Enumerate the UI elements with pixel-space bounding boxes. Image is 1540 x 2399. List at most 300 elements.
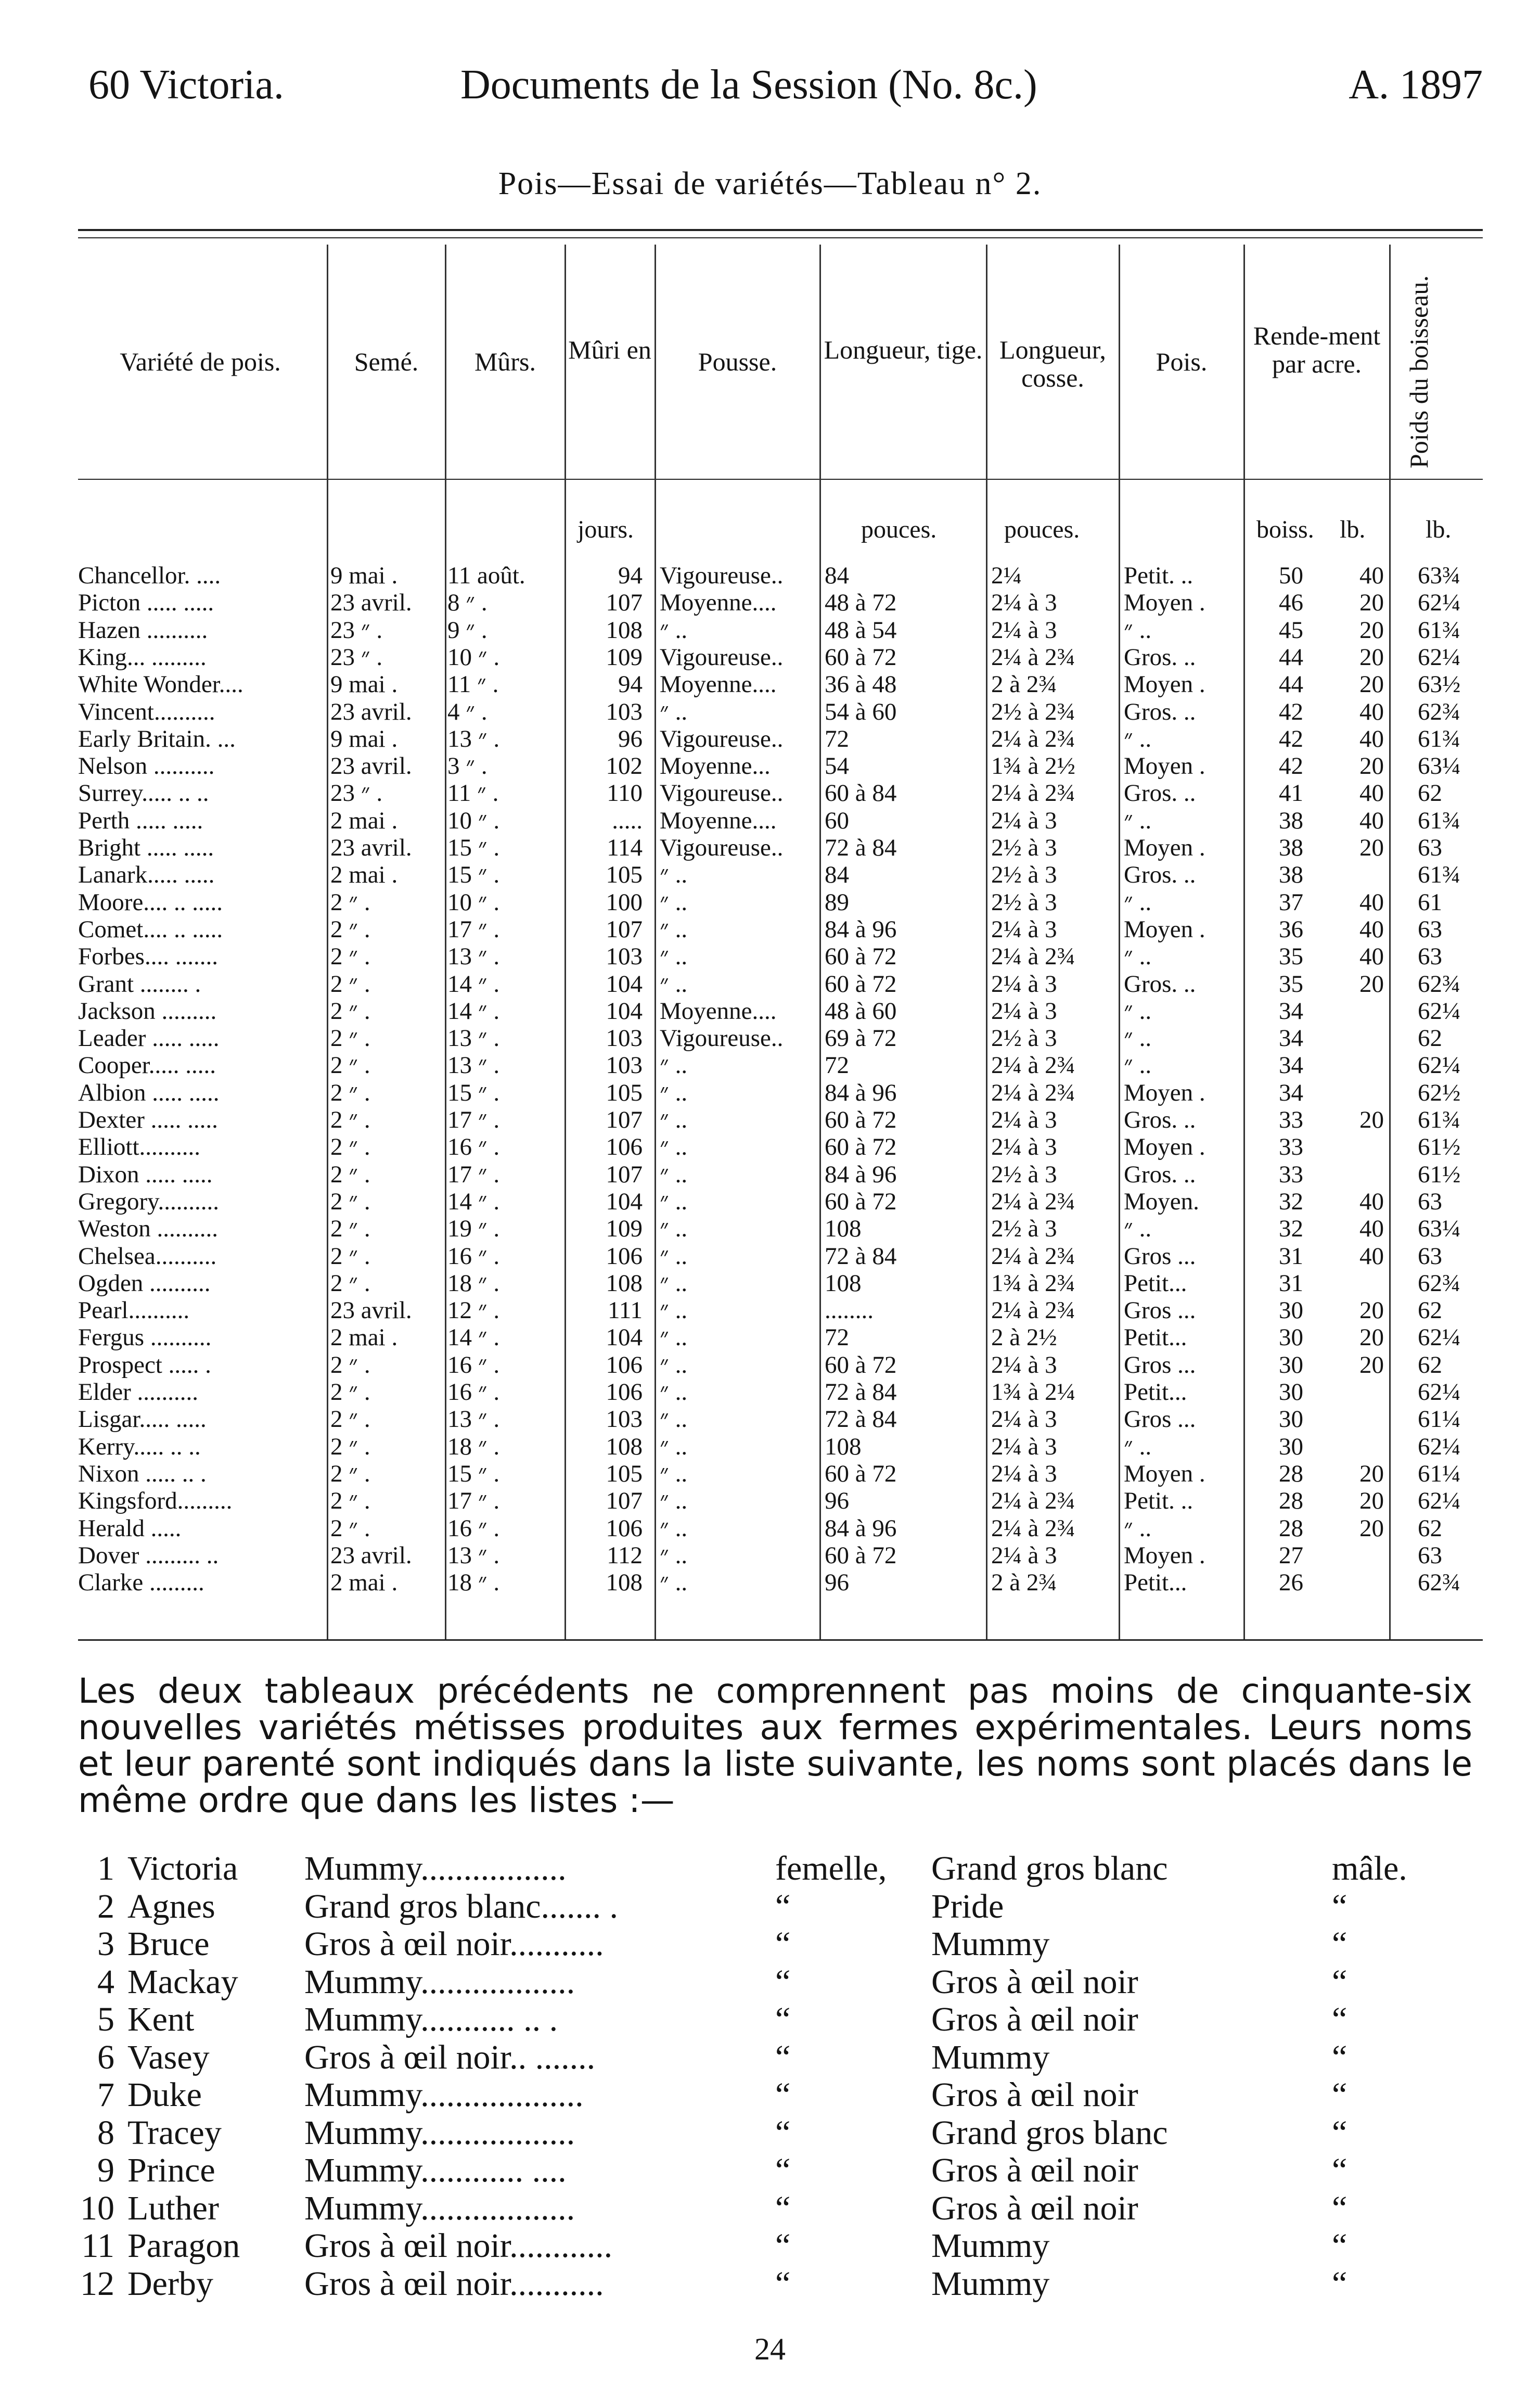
cell-pousse: ״ .. xyxy=(660,1052,688,1079)
cell-variete: Ogden .......... xyxy=(78,1269,211,1297)
list-item xyxy=(0,2152,1540,2189)
cell-cosse: 2¼ à 3 xyxy=(991,915,1057,943)
cell-pousse: ״ .. xyxy=(660,1079,688,1106)
cell-pois: Petit... xyxy=(1124,1379,1187,1406)
cell-murs: 17 ״ . xyxy=(447,1487,500,1515)
cell-muri-en: 106 xyxy=(606,1133,643,1161)
cell-poids: 63½ xyxy=(1418,671,1461,698)
body-paragraph: Les deux tableaux précédents ne comprennent pas moins de cinquante-six nouvelles variétés métisses produites aux fermes expérimentales. Leurs noms et leur parenté sont indiqués dans la liste suivante, les noms sont placés dans le même ordre que dans les listes :— xyxy=(78,1671,1472,1820)
table-row xyxy=(0,1406,1540,1433)
cell-muri-en: 100 xyxy=(606,888,643,916)
father-variety: Grand gros blanc xyxy=(931,1849,1168,1887)
cell-muri-en: 108 xyxy=(606,1269,643,1297)
female-marker: “ xyxy=(775,2038,791,2076)
cell-seme: 23 avril. xyxy=(330,834,412,861)
cell-pois: Petit. .. xyxy=(1124,562,1194,589)
cell-boiss: 26 xyxy=(1279,1569,1303,1597)
cell-variete: Kingsford......... xyxy=(78,1487,233,1515)
cell-seme: 2 ״ . xyxy=(330,997,370,1025)
cell-seme: 2 ״ . xyxy=(330,1188,370,1215)
cell-boiss: 38 xyxy=(1279,861,1303,889)
cell-pois: Gros. .. xyxy=(1124,1160,1196,1188)
cell-seme: 2 ״ . xyxy=(330,1052,370,1079)
cell-tige: 69 à 72 xyxy=(825,1025,897,1052)
female-marker: “ xyxy=(775,1925,791,1963)
cell-variete: Chelsea.......... xyxy=(78,1242,217,1270)
cell-tige: 48 à 72 xyxy=(825,589,897,617)
cell-boiss: 31 xyxy=(1279,1242,1303,1270)
table-row xyxy=(0,1133,1540,1160)
cell-variete: Herald ..... xyxy=(78,1514,182,1542)
cell-muri-en: 104 xyxy=(606,970,643,998)
cell-cosse: 2¼ à 2¾ xyxy=(991,1514,1075,1542)
cell-pois: ״ .. xyxy=(1124,1052,1152,1079)
cell-pousse: ״ .. xyxy=(660,1106,688,1133)
list-number: 10 xyxy=(80,2189,114,2227)
cell-poids: 63¾ xyxy=(1418,562,1461,589)
cell-variete: Lisgar..... ..... xyxy=(78,1406,207,1433)
cell-muri-en: 103 xyxy=(606,1406,643,1433)
header-bottom-rule xyxy=(78,479,1483,480)
cell-murs: 18 ״ . xyxy=(447,1269,500,1297)
list-number: 9 xyxy=(97,2151,114,2189)
cell-lb: 20 xyxy=(1359,589,1384,617)
cell-tige: 60 à 72 xyxy=(825,1188,897,1215)
variety-name: Bruce xyxy=(127,1925,210,1963)
cell-boiss: 28 xyxy=(1279,1460,1303,1487)
cell-seme: 23 avril. xyxy=(330,589,412,617)
cell-muri-en: 107 xyxy=(606,1160,643,1188)
table-row xyxy=(0,1243,1540,1270)
cell-boiss: 30 xyxy=(1279,1406,1303,1433)
cell-pois: ״ .. xyxy=(1124,725,1152,752)
cell-lb: 20 xyxy=(1359,1460,1384,1487)
cell-poids: 62¾ xyxy=(1418,1269,1461,1297)
cell-boiss: 44 xyxy=(1279,671,1303,698)
variety-name: Agnes xyxy=(127,1887,215,1925)
cell-pousse: Moyenne.... xyxy=(660,807,777,834)
cell-poids: 63 xyxy=(1418,915,1442,943)
cell-lb: 40 xyxy=(1359,807,1384,834)
cell-pousse: ״ .. xyxy=(660,1242,688,1270)
cell-cosse: 2¼ à 3 xyxy=(991,1133,1057,1161)
cell-variete: Nixon ..... .. . xyxy=(78,1460,207,1487)
cell-poids: 61¾ xyxy=(1418,807,1461,834)
cell-cosse: 2¼ à 3 xyxy=(991,1106,1057,1133)
variety-name: Prince xyxy=(127,2151,215,2189)
cell-muri-en: 106 xyxy=(606,1351,643,1379)
cell-muri-en: 114 xyxy=(607,834,643,861)
cell-tige: 36 à 48 xyxy=(825,671,897,698)
table-row xyxy=(0,1324,1540,1351)
cell-lb: 20 xyxy=(1359,616,1384,644)
cell-tige: 72 à 84 xyxy=(825,1379,897,1406)
cell-variete: Prospect ..... . xyxy=(78,1351,211,1379)
cell-cosse: 2¼ à 2¾ xyxy=(991,1079,1075,1106)
cell-cosse: 2¼ à 2¾ xyxy=(991,780,1075,807)
cell-pois: Gros. .. xyxy=(1124,861,1196,889)
cell-pousse: ״ .. xyxy=(660,970,688,998)
cell-pois: ״ .. xyxy=(1124,997,1152,1025)
cell-seme: 2 ״ . xyxy=(330,1215,370,1243)
table-row xyxy=(0,644,1540,671)
cell-muri-en: 112 xyxy=(607,1541,643,1569)
col-header-poids: Poids du boisseau. xyxy=(1404,275,1433,468)
cell-variete: Dexter ..... ..... xyxy=(78,1106,218,1133)
cell-pois: Moyen . xyxy=(1124,1133,1205,1161)
cell-pousse: Moyenne.... xyxy=(660,997,777,1025)
cell-variete: Forbes.... ....... xyxy=(78,943,218,971)
cell-pousse: Vigoureuse.. xyxy=(660,834,784,861)
cell-lb: 40 xyxy=(1359,1188,1384,1215)
cell-seme: 2 ״ . xyxy=(330,1514,370,1542)
cell-pousse: ״ .. xyxy=(660,1379,688,1406)
cell-pois: ״ .. xyxy=(1124,1514,1152,1542)
table-row xyxy=(0,916,1540,943)
cell-murs: 15 ״ . xyxy=(447,1079,500,1106)
table-row xyxy=(0,1161,1540,1188)
cell-poids: 62 xyxy=(1418,1297,1442,1324)
table-row xyxy=(0,1270,1540,1297)
cell-seme: 2 ״ . xyxy=(330,1351,370,1379)
cell-tige: 60 à 72 xyxy=(825,1106,897,1133)
cell-muri-en: 94 xyxy=(618,671,643,698)
cell-variete: Moore.... .. ..... xyxy=(78,888,223,916)
cell-variete: Perth ..... ..... xyxy=(78,807,203,834)
cell-pois: Moyen. xyxy=(1124,1188,1199,1215)
table-row xyxy=(0,1351,1540,1379)
cell-boiss: 42 xyxy=(1279,725,1303,752)
cell-seme: 2 ״ . xyxy=(330,1242,370,1270)
cell-murs: 15 ״ . xyxy=(447,1460,500,1487)
cell-murs: 11 août. xyxy=(447,562,525,589)
list-item xyxy=(0,2001,1540,2038)
cell-cosse: 2½ à 3 xyxy=(991,888,1057,916)
cell-lb: 20 xyxy=(1359,1297,1384,1324)
cell-poids: 62¼ xyxy=(1418,1487,1461,1515)
cell-pois: Gros. .. xyxy=(1124,970,1196,998)
cell-cosse: 2¼ à 3 xyxy=(991,589,1057,617)
list-item xyxy=(0,1963,1540,2001)
cell-pois: Gros ... xyxy=(1124,1406,1196,1433)
cell-muri-en: 103 xyxy=(606,1025,643,1052)
list-number: 2 xyxy=(97,1887,114,1925)
table-row xyxy=(0,889,1540,916)
cell-pousse: ״ .. xyxy=(660,1297,688,1324)
cell-boiss: 34 xyxy=(1279,997,1303,1025)
table-row xyxy=(0,1188,1540,1215)
cell-lb: 20 xyxy=(1359,970,1384,998)
cell-pousse: ״ .. xyxy=(660,1133,688,1161)
female-marker: femelle, xyxy=(775,1849,887,1887)
cell-tige: 84 à 96 xyxy=(825,1160,897,1188)
table-row xyxy=(0,671,1540,698)
cell-seme: 2 ״ . xyxy=(330,970,370,998)
cell-murs: 16 ״ . xyxy=(447,1133,500,1161)
unit-pouces-cosse: pouces. xyxy=(1004,516,1080,543)
cell-cosse: 2¼ à 3 xyxy=(991,1433,1057,1460)
male-marker: “ xyxy=(1332,2264,1348,2303)
table-row xyxy=(0,943,1540,970)
cell-boiss: 32 xyxy=(1279,1188,1303,1215)
cell-poids: 61¼ xyxy=(1418,1460,1461,1487)
cell-murs: 13 ״ . xyxy=(447,943,500,971)
cell-seme: 9 mai . xyxy=(330,725,398,752)
cell-lb: 40 xyxy=(1359,1215,1384,1243)
cell-pousse: ״ .. xyxy=(660,1351,688,1379)
cell-variete: Chancellor. .... xyxy=(78,562,221,589)
table-row xyxy=(0,725,1540,752)
cell-pousse: ״ .. xyxy=(660,1514,688,1542)
cell-seme: 2 ״ . xyxy=(330,1025,370,1052)
cell-pousse: ״ .. xyxy=(660,1215,688,1243)
cell-poids: 62½ xyxy=(1418,1079,1461,1106)
cell-boiss: 46 xyxy=(1279,589,1303,617)
cell-seme: 23 avril. xyxy=(330,752,412,780)
table-row xyxy=(0,998,1540,1025)
cell-tige: 60 à 72 xyxy=(825,943,897,971)
cell-pois: Petit... xyxy=(1124,1324,1187,1351)
list-item xyxy=(0,2190,1540,2227)
list-item xyxy=(0,2265,1540,2303)
table-row xyxy=(0,1079,1540,1106)
cell-poids: 62 xyxy=(1418,1025,1442,1052)
table-top-rule xyxy=(78,229,1483,231)
cell-murs: 13 ״ . xyxy=(447,1541,500,1569)
cell-boiss: 34 xyxy=(1279,1025,1303,1052)
cell-tige: 60 à 84 xyxy=(825,780,897,807)
cell-murs: 16 ״ . xyxy=(447,1379,500,1406)
col-header-murs: Mûrs. xyxy=(474,347,536,376)
cell-muri-en: 107 xyxy=(606,589,643,617)
cell-cosse: 2 à 2¾ xyxy=(991,1569,1057,1597)
table-row xyxy=(0,562,1540,589)
table-bottom-rule xyxy=(78,1639,1483,1641)
cell-poids: 62¼ xyxy=(1418,1433,1461,1460)
cell-poids: 61¾ xyxy=(1418,1106,1461,1133)
cell-pousse: ״ .. xyxy=(660,915,688,943)
cell-pois: Moyen . xyxy=(1124,1079,1205,1106)
cell-tige: 48 à 54 xyxy=(825,616,897,644)
cell-poids: 62¼ xyxy=(1418,1324,1461,1351)
cell-variete: Jackson ......... xyxy=(78,997,217,1025)
female-marker: “ xyxy=(775,2113,791,2152)
cell-poids: 62¾ xyxy=(1418,698,1461,725)
cell-tige: 96 xyxy=(825,1569,849,1597)
cell-boiss: 28 xyxy=(1279,1487,1303,1515)
list-item xyxy=(0,2076,1540,2114)
cell-muri-en: 102 xyxy=(606,752,643,780)
father-variety: Pride xyxy=(931,1887,1004,1925)
male-marker: mâle. xyxy=(1332,1849,1407,1887)
list-item xyxy=(0,2227,1540,2265)
female-marker: “ xyxy=(775,2076,791,2114)
header-year: A. 1897 xyxy=(1349,62,1483,108)
list-number: 1 xyxy=(97,1849,114,1887)
col-header-seme: Semé. xyxy=(354,347,419,376)
cell-pois: ״ .. xyxy=(1124,888,1152,916)
cell-muri-en: 109 xyxy=(606,1215,643,1243)
cell-pousse: Moyenne... xyxy=(660,752,771,780)
list-item xyxy=(0,1925,1540,1963)
cell-pousse: ״ .. xyxy=(660,698,688,725)
cell-tige: 96 xyxy=(825,1487,849,1515)
cell-poids: 62¼ xyxy=(1418,1052,1461,1079)
cell-variete: Dover ......... .. xyxy=(78,1541,219,1569)
page-number: 24 xyxy=(754,2332,786,2366)
cell-variete: Pearl.......... xyxy=(78,1297,190,1324)
table-row xyxy=(0,589,1540,616)
cell-muri-en: 104 xyxy=(606,1324,643,1351)
cell-cosse: 2¼ à 3 xyxy=(991,616,1057,644)
cell-cosse: 2¼ à 2¾ xyxy=(991,1242,1075,1270)
cell-pois: Petit... xyxy=(1124,1269,1187,1297)
cell-pois: ״ .. xyxy=(1124,807,1152,834)
cell-pois: Gros ... xyxy=(1124,1242,1196,1270)
table-row xyxy=(0,1106,1540,1133)
cell-muri-en: 103 xyxy=(606,943,643,971)
cell-pois: Moyen . xyxy=(1124,589,1205,617)
table-row xyxy=(0,1215,1540,1242)
cell-seme: 2 mai . xyxy=(330,861,398,889)
cell-muri-en: 94 xyxy=(618,562,643,589)
cell-boiss: 41 xyxy=(1279,780,1303,807)
male-marker: “ xyxy=(1332,2000,1348,2038)
table-row xyxy=(0,1052,1540,1079)
cell-cosse: 2¼ à 3 xyxy=(991,970,1057,998)
cell-murs: 14 ״ . xyxy=(447,970,500,998)
cell-tige: 72 xyxy=(825,1052,849,1079)
cell-lb: 40 xyxy=(1359,915,1384,943)
cell-poids: 63 xyxy=(1418,834,1442,861)
cell-variete: Surrey..... .. .. xyxy=(78,780,209,807)
cell-variete: White Wonder.... xyxy=(78,671,243,698)
cell-murs: 4 ״ . xyxy=(447,698,487,725)
cell-boiss: 34 xyxy=(1279,1052,1303,1079)
cell-poids: 63¼ xyxy=(1418,1215,1461,1243)
cell-poids: 62¼ xyxy=(1418,997,1461,1025)
variety-name: Tracey xyxy=(127,2113,222,2152)
cell-boiss: 32 xyxy=(1279,1215,1303,1243)
cell-seme: 23 ״ . xyxy=(330,643,383,671)
cell-poids: 63¼ xyxy=(1418,752,1461,780)
table-row xyxy=(0,971,1540,998)
cell-variete: Gregory.......... xyxy=(78,1188,220,1215)
cell-variete: Elliott.......... xyxy=(78,1133,200,1161)
cell-tige: 72 à 84 xyxy=(825,1242,897,1270)
cell-seme: 23 ״ . xyxy=(330,616,383,644)
cell-pousse: Moyenne.... xyxy=(660,671,777,698)
cell-poids: 62¼ xyxy=(1418,589,1461,617)
cell-seme: 2 ״ . xyxy=(330,1433,370,1460)
cell-cosse: 2¼ à 3 xyxy=(991,807,1057,834)
col-header-pois: Pois. xyxy=(1156,347,1208,376)
cell-poids: 62¼ xyxy=(1418,643,1461,671)
cell-murs: 15 ״ . xyxy=(447,861,500,889)
cell-cosse: 2¼ à 3 xyxy=(991,1460,1057,1487)
cell-cosse: 2½ à 3 xyxy=(991,834,1057,861)
cell-murs: 13 ״ . xyxy=(447,1052,500,1079)
cell-tige: 72 xyxy=(825,1324,849,1351)
cell-poids: 63 xyxy=(1418,1242,1442,1270)
female-marker: “ xyxy=(775,2264,791,2303)
cell-variete: Early Britain. ... xyxy=(78,725,236,752)
cell-tige: 54 à 60 xyxy=(825,698,897,725)
cell-seme: 2 ״ . xyxy=(330,1079,370,1106)
cell-tige: 72 à 84 xyxy=(825,834,897,861)
col-header-variete: Variété de pois. xyxy=(120,347,281,376)
list-number: 4 xyxy=(97,1962,114,2001)
father-variety: Grand gros blanc xyxy=(931,2113,1168,2152)
col-header-muri-en: Mûri en xyxy=(568,335,651,364)
father-variety: Gros à œil noir xyxy=(931,2076,1138,2114)
male-marker: “ xyxy=(1332,2227,1348,2265)
cell-pois: Gros ... xyxy=(1124,1297,1196,1324)
cell-pousse: ״ .. xyxy=(660,1433,688,1460)
unit-boiss: boiss. xyxy=(1256,516,1314,543)
cell-pousse: ״ .. xyxy=(660,616,688,644)
cell-boiss: 35 xyxy=(1279,970,1303,998)
col-header-cosse: Longueur, cosse. xyxy=(999,335,1106,392)
cell-tige: 60 à 72 xyxy=(825,1541,897,1569)
cell-muri-en: 108 xyxy=(606,1569,643,1597)
cell-poids: 61½ xyxy=(1418,1160,1461,1188)
list-item xyxy=(0,1850,1540,1887)
col-header-rendement: Rende-ment par acre. xyxy=(1253,321,1381,378)
table-row xyxy=(0,1297,1540,1324)
cell-lb: 20 xyxy=(1359,1351,1384,1379)
running-header xyxy=(88,61,1483,119)
cell-pois: Gros. .. xyxy=(1124,1106,1196,1133)
cell-murs: 13 ״ . xyxy=(447,725,500,752)
cell-pois: ״ .. xyxy=(1124,616,1152,644)
cell-pois: Petit. .. xyxy=(1124,1487,1194,1515)
cell-pousse: ״ .. xyxy=(660,1460,688,1487)
cell-pousse: Vigoureuse.. xyxy=(660,562,784,589)
cell-pois: Moyen . xyxy=(1124,671,1205,698)
cell-pousse: ״ .. xyxy=(660,943,688,971)
cell-boiss: 35 xyxy=(1279,943,1303,971)
cell-cosse: 2¼ à 2¾ xyxy=(991,1297,1075,1324)
cell-pois: Gros. .. xyxy=(1124,698,1196,725)
cell-poids: 62 xyxy=(1418,1514,1442,1542)
cell-cosse: 2¼ xyxy=(991,562,1022,589)
table-row xyxy=(0,780,1540,807)
table-row xyxy=(0,1569,1540,1596)
cell-poids: 62¾ xyxy=(1418,1569,1461,1597)
cell-pousse: Vigoureuse.. xyxy=(660,780,784,807)
cell-cosse: 2¼ à 2¾ xyxy=(991,1487,1075,1515)
cell-boiss: 30 xyxy=(1279,1379,1303,1406)
cell-tige: 108 xyxy=(825,1269,862,1297)
cell-seme: 2 mai . xyxy=(330,1569,398,1597)
cell-muri-en: 111 xyxy=(607,1297,643,1324)
mother-variety: Mummy.................. xyxy=(304,2189,575,2227)
cell-muri-en: 105 xyxy=(606,1460,643,1487)
cell-murs: 9 ״ . xyxy=(447,616,487,644)
cell-tige: 72 à 84 xyxy=(825,1406,897,1433)
cell-variete: Lanark..... ..... xyxy=(78,861,215,889)
cell-pousse: ״ .. xyxy=(660,1160,688,1188)
cell-seme: 9 mai . xyxy=(330,562,398,589)
cell-variete: Hazen .......... xyxy=(78,616,208,644)
variety-name: Kent xyxy=(127,2000,195,2038)
cell-pois: ״ .. xyxy=(1124,1215,1152,1243)
cell-pousse: ״ .. xyxy=(660,1269,688,1297)
cell-muri-en: 103 xyxy=(606,698,643,725)
cell-murs: 16 ״ . xyxy=(447,1351,500,1379)
cell-murs: 11 ״ . xyxy=(447,671,499,698)
